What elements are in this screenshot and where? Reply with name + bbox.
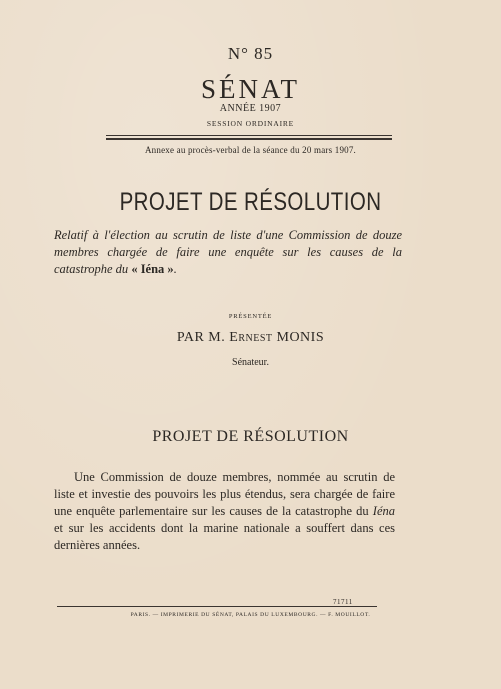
subtitle-paragraph xyxy=(54,227,402,278)
presenter-prefix: PAR M. xyxy=(176,330,226,345)
presenter-role: Sénateur. xyxy=(232,357,269,368)
presenter-first-name: Ernest xyxy=(229,330,273,345)
year-label: ANNÉE 1907 xyxy=(219,103,282,114)
body-part-1: Une Commission de douze membres, nommée au scrutin de liste et investie des pouvoirs les plus étendus, sera chargée de faire une enquête parlementaire sur les causes de la catastrophe du xyxy=(54,470,395,518)
presenter-surname: MONIS xyxy=(276,330,325,345)
body-part-2: et sur les accidents dont la marine nationale a souffert dans ces dernières années. xyxy=(54,521,395,552)
body-ship-name: Iéna xyxy=(372,504,395,518)
print-number: 71711 xyxy=(333,598,353,606)
imprint-line: PARIS. — IMPRIMERIE DU SÉNAT, PALAIS DU LUXEMBOURG. — F. MOUILLOT. xyxy=(130,612,371,618)
chamber-name: SÉNAT xyxy=(200,74,300,104)
header-rule-thin xyxy=(106,135,392,136)
footer-rule xyxy=(57,606,377,607)
header-rule-thick xyxy=(106,138,392,140)
presented-label: PRÉSENTÉE xyxy=(228,313,273,320)
document-title: PROJET DE RÉSOLUTION xyxy=(119,188,382,216)
subtitle-ship-name: « Iéna » xyxy=(131,262,174,276)
presenter-line xyxy=(0,330,501,346)
resolution-body xyxy=(54,469,395,554)
section-title: PROJET DE RÉSOLUTION xyxy=(152,428,349,445)
subtitle-text: Relatif à l'élection au scrutin de liste d'une Commission de douze membres chargée de faire une enquête sur les causes de la catastrophe du xyxy=(54,228,402,276)
session-label: SESSION ORDINAIRE xyxy=(206,119,295,128)
annexe-line: Annexe au procès-verbal de la séance du 20 mars 1907. xyxy=(144,145,357,155)
document-number: N° 85 xyxy=(227,44,274,63)
subtitle-end: . xyxy=(173,262,177,276)
